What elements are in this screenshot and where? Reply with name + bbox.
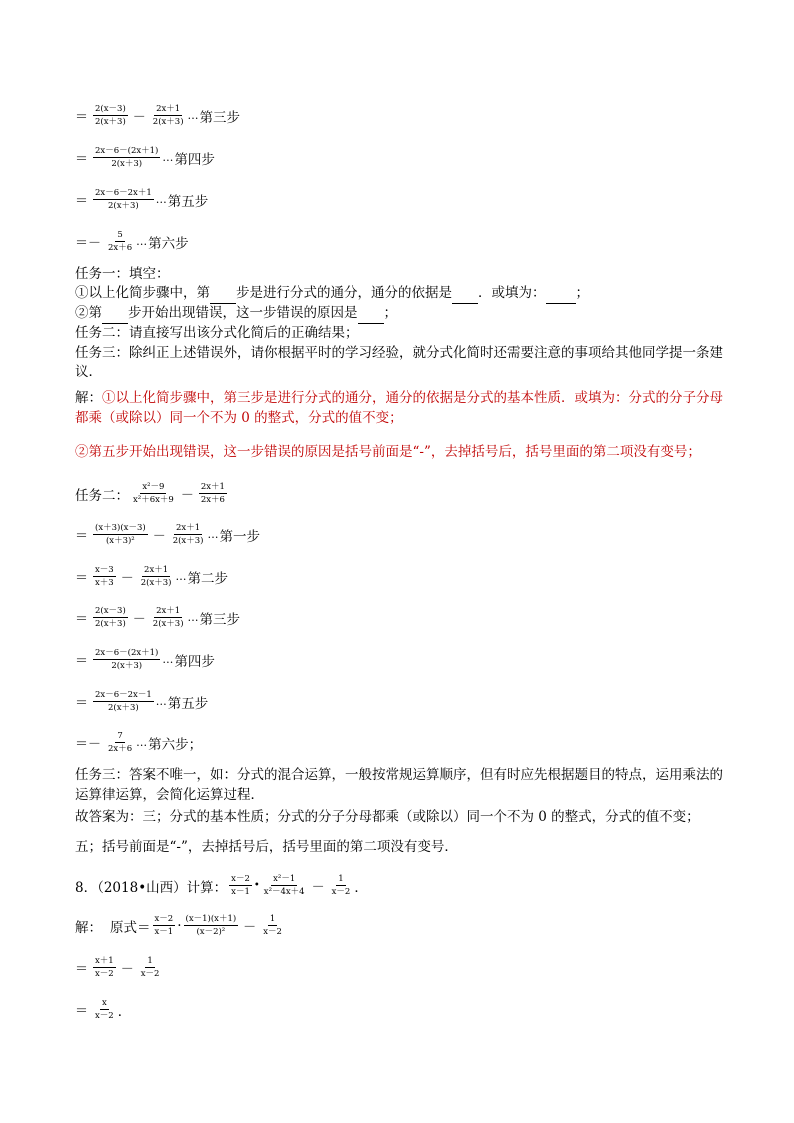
answer-part2: ②第五步开始出现错误，这一步错误的原因是括号前面是“-”，去掉括号后，括号里面的第二项没有变号； — [75, 444, 701, 460]
step-line: ＝ $\frac{2(x-3)}{2(x+3)}$ － $\frac{2x+1}{2(x+3)}$ … 第三步 — [75, 104, 241, 127]
final-answer-line1: 故答案为：三；分式的基本性质；分式的分子分母都乘（或除以）同一个不为 0 的整式，分式的值不变； — [75, 809, 700, 825]
fraction: $\frac{2x+1}{2(x+3)}$ — [152, 104, 184, 127]
fraction: $\frac{2x-6-2x+1}{2(x+3)}$ — [95, 188, 152, 211]
task1-q2: ②第 步开始出现错误，这一步错误的原因是 ； — [75, 304, 725, 324]
fraction: $\frac{1}{x-2}$ — [331, 874, 351, 897]
task1-q1: ①以上化简步骤中，第 步是进行分式的通分，通分的依据是 ．或填为： ； — [75, 284, 725, 304]
fraction: $\frac{1}{x-2}$ — [140, 956, 160, 979]
step-line: ＝ $\frac{2x-6-(2x+1)}{2(x+3)}$ … 第四步 — [75, 648, 215, 671]
step-line: ＝ $\frac{2(x-3)}{2(x+3)}$ － $\frac{2x+1}{2(x+3)}$ … 第三步 — [75, 606, 241, 629]
step-line: ＝ $\frac{2x-6-(2x+1)}{2(x+3)}$ … 第四步 — [75, 146, 215, 169]
answer-part1: 解：①以上化简步骤中，第三步是进行分式的通分，通分的依据是分式的基本性质．或填为：分式的分子分母都乘（或除以）同一个不为 0 的整式，分式的值不变； — [75, 390, 723, 426]
fraction: $\frac{2x-6-(2x+1)}{2(x+3)}$ — [95, 146, 159, 169]
fraction: $\frac{2x+1}{2(x+3)}$ — [140, 565, 172, 588]
task3-text: 任务三：除纠正上述错误外，请你根据平时的学习经验，就分式化简时还需要注意的事项给其他同学提一条建议． — [75, 345, 723, 380]
problem-8: 8．（2018•山西）计算： $\frac{x-2}{x-1}$ • $\frac{\text{x²－1}}{\text{x²－4x＋4}}$ － $\frac{1}{x-2}$ ． — [75, 874, 368, 897]
task2-title: 任务二：请直接写出该分式化简后的正确结果； — [75, 325, 359, 341]
step-line: ＝ $\frac{(x+3)(x-3)}{\text{(x＋3)²}}$ － $\frac{2x+1}{2(x+3)}$ … 第一步 — [75, 523, 260, 546]
task3-answer: 任务三：答案不唯一，如：分式的混合运算，一般按常规运算顺序，但有时应先根据题目的特点，运用乘法的运算律运算，会简化运算过程． — [75, 767, 723, 803]
fraction: $\frac{x+1}{x-2}$ — [95, 956, 114, 979]
fraction: $\frac{x-2}{x-1}$ — [231, 874, 250, 897]
fraction: $\frac{\text{x²－9}}{\text{x²＋6x＋9}}$ — [133, 482, 174, 505]
fraction: $\frac{(x+3)(x-3)}{\text{(x＋3)²}}$ — [95, 523, 146, 546]
fraction: $\frac{x-2}{x-1}$ — [154, 914, 174, 937]
fraction: $\frac{2x+1}{2(x+3)}$ — [172, 523, 204, 546]
fraction: $\frac{1}{x-2}$ — [263, 914, 282, 937]
solution-8-step1: ＝ $\frac{x+1}{x-2}$ － $\frac{1}{x-2}$ — [75, 956, 160, 979]
step-line: ＝ $\frac{2x-6-2x-1}{2(x+3)}$ … 第五步 — [75, 690, 209, 713]
fraction: $\frac{2x+1}{2x+6}$ — [200, 482, 225, 505]
fraction: $\frac{2x-6-2x-1}{2(x+3)}$ — [95, 690, 152, 713]
fraction: $\frac{2x-6-(2x+1)}{2(x+3)}$ — [95, 648, 159, 671]
step-line: ＝－ $\frac{5}{2x+6}$ … 第六步 — [75, 230, 189, 253]
fraction: $\frac{\text{x²－1}}{\text{x²－4x＋4}}$ — [263, 874, 305, 897]
solution-8: 解： 原式＝ $\frac{x-2}{x-1}$ · $\frac{(x-1)(x+1)}{\text{(x－2)²}}$ － $\frac{1}{x-2}$ — [75, 914, 282, 937]
fraction: $\frac{2x+1}{2(x+3)}$ — [152, 606, 184, 629]
task2-expression: 任务二： $\frac{\text{x²－9}}{\text{x²＋6x＋9}}$ － $\frac{2x+1}{2x+6}$ — [75, 482, 225, 505]
fraction: $\frac{2(x-3)}{2(x+3)}$ — [95, 104, 126, 127]
fraction: $\frac{2(x-3)}{2(x+3)}$ — [95, 606, 126, 629]
step-line: ＝－ $\frac{7}{2x+6}$ … 第六步； — [75, 731, 203, 754]
solution-8-step2: ＝ $\frac{x}{x-2}$ ． — [75, 998, 132, 1021]
final-answer-line2: 五；括号前面是“-”，去掉括号后，括号里面的第二项没有变号． — [75, 839, 458, 855]
step-line: ＝ $\frac{x-3}{x+3}$ － $\frac{2x+1}{2(x+3)}$ … 第二步 — [75, 565, 228, 588]
fraction: $\frac{x-3}{x+3}$ — [95, 565, 114, 588]
fraction: $\frac{(x-1)(x+1)}{\text{(x－2)²}}$ — [185, 914, 237, 937]
fraction: $\frac{x}{x-2}$ — [95, 998, 114, 1021]
step-line: ＝ $\frac{2x-6-2x+1}{2(x+3)}$ … 第五步 — [75, 188, 209, 211]
task1-title: 任务一：填空： — [75, 266, 170, 282]
fraction: $\frac{7}{2x+6}$ — [108, 731, 133, 754]
fraction: $\frac{5}{2x+6}$ — [108, 230, 133, 253]
